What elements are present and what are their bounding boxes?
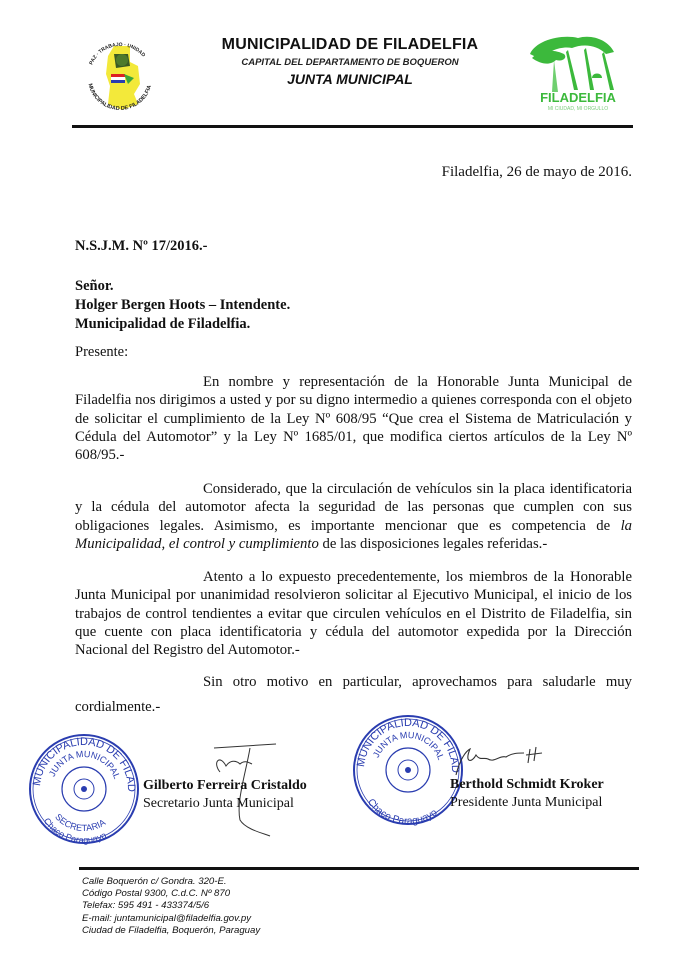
svg-text:Chaco Paraguayo: Chaco Paraguayo [364,797,440,826]
svg-text:PAZ · TRABAJO · UNIDAD: PAZ · TRABAJO · UNIDAD [88,41,147,66]
paragraph-2-emphasis: control [183,535,225,552]
svg-text:MUNICIPALIDAD DE FILADELFIA: MUNICIPALIDAD DE FILADELFIA [86,82,154,113]
president-role: Presidente Junta Municipal [450,795,603,810]
municipal-seal-icon [78,34,162,118]
paragraph-2-text: Considerado, que la circulación de vehículos sin la placa identificatoria y la cédula del automotor afecta la seguridad de las personas que cumplen con sus obligaciones legales. Asimismo, es importante mencionar que es competencia de [75,481,632,534]
paragraph-2-text: de las disposiciones legales referidas.- [318,535,548,552]
recipient-salutation: Señor. [75,278,114,294]
paragraph-1: En nombre y representación de la Honorable Junta Municipal de Filadelfia nos dirigimos a usted y por su digno intermedio a quienes corresponda con el objeto de solicitar el cumplimiento de la Ley Nº 608/95 “Que crea el Sistema de Matriculación y Cédula del Automotor” y la Ley Nº 1685/01, que modifica ciertos artículos de la Ley Nº 608/95.- [75,374,632,464]
secretary-stamp-icon [28,733,140,845]
city-logo-icon [522,30,632,112]
recipient-block [75,277,290,334]
president-stamp-icon [352,714,464,826]
paragraph-2-emphasis: cumplimiento [238,535,319,552]
footer-email[interactable]: E-mail: juntamunicipal@filadelfia.gov.py [82,912,252,924]
svg-text:JUNTA MUNICIPAL: JUNTA MUNICIPAL [370,729,447,762]
footer-city: Ciudad de Filadelfia, Boquerón, Paraguay [82,924,261,936]
closing-line-1: Sin otro motivo en particular, aprovechamos para saludarle muy [203,674,632,690]
recipient-name: Holger Bergen Hoots – Intendente. [75,297,291,313]
svg-text:Chaco Paraguayo: Chaco Paraguayo [41,816,108,845]
reference-number: N.S.J.M. Nº 17/2016.- [75,238,208,254]
header-title: MUNICIPALIDAD DE FILADELFIA [221,36,479,53]
svg-text:MUNICIPALIDAD DE FILADELFIA: MUNICIPALIDAD DE FILAD [30,735,138,792]
paragraph-2 [75,480,632,553]
secretary-role: Secretario Junta Municipal [143,796,294,811]
header-unit: JUNTA MUNICIPAL [287,71,413,87]
paragraph-2-emphasis: la Municipalidad [75,517,632,552]
svg-text:MUNICIPALIDAD DE FILADELFIA: MUNICIPALIDAD DE FILAD [354,716,462,773]
svg-text:SECRETARIA: SECRETARIA [53,811,108,834]
secretary-name: Gilberto Ferreira Cristaldo [143,778,307,793]
footer-address: Calle Boquerón c/ Gondra. 320-E. [82,876,227,887]
closing-line-2: cordialmente.- [75,699,161,716]
header-subtitle: CAPITAL DEL DEPARTAMENTO DE BOQUERON [241,57,459,68]
greeting: Presente: [75,344,129,360]
paragraph-2-text: , el [161,535,184,552]
letter-date: Filadelfia, 26 de mayo de 2016. [441,164,632,180]
footer-telefax: Telefax: 595 491 - 433374/5/6 [82,900,210,912]
header-divider [72,125,633,128]
footer-divider [79,867,639,870]
president-name: Berthold Schmidt Kroker [450,777,604,792]
recipient-institution: Municipalidad de Filadelfia. [75,316,251,332]
president-signature-icon [450,745,560,779]
city-logo-name: FILADELFIA [540,90,616,105]
footer-postal-code: Código Postal 9300, C.d.C. Nº 870 [82,888,231,900]
city-logo-slogan: MI CIUDAD, MI ORGULLO [547,106,609,112]
paragraph-2-text: y [225,535,239,552]
footer-contact [82,876,260,937]
svg-text:JUNTA MUNICIPAL: JUNTA MUNICIPAL [46,748,123,781]
paragraph-closing [75,673,632,717]
paragraph-3: Atento a lo expuesto precedentemente, los miembros de la Honorable Junta Municipal por unanimidad resolvieron solicitar al Ejecutivo Municipal, el inicio de los trabajos de control tendientes a evitar que circulen vehículos en el Distrito de Filadelfia, sin que cuente con placa identificatoria y cédula del automotor expedida por la Dirección Nacional del Registro del Automotor.- [75,569,632,659]
